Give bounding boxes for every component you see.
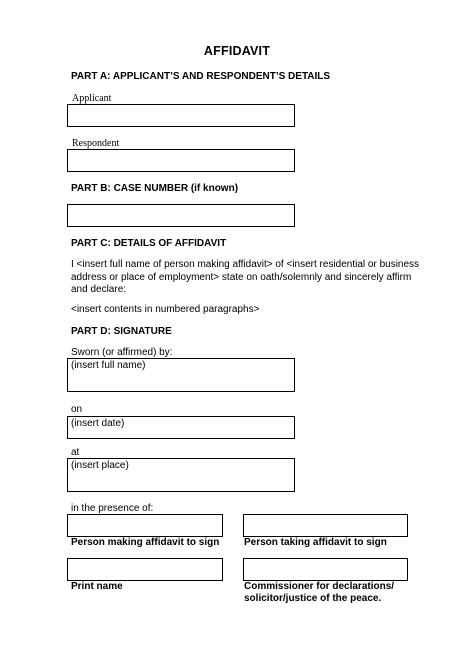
respondent-field[interactable] <box>67 149 295 172</box>
commissioner-field[interactable] <box>243 558 408 581</box>
print-name-field[interactable] <box>67 558 223 581</box>
commissioner-label-line1: Commissioner for declarations/ <box>244 581 395 592</box>
place-placeholder: (insert place) <box>71 460 129 471</box>
case-number-field[interactable] <box>67 204 295 227</box>
on-label: on <box>71 404 83 415</box>
part-a-heading: PART A: APPLICANT’S AND RESPONDENT’S DETAILS <box>71 71 331 82</box>
applicant-field[interactable] <box>67 104 295 127</box>
affidavit-statement: I <insert full name of person making affidavit> of <insert residential or business address or place of employment> state on oath/solemnly and sincerely affirm and declare: <box>71 259 420 295</box>
document-title: AFFIDAVIT <box>203 44 271 58</box>
applicant-label: Applicant <box>72 93 112 104</box>
part-d-heading: PART D: SIGNATURE <box>71 326 172 337</box>
respondent-label: Respondent <box>72 138 120 149</box>
place-field[interactable] <box>67 458 295 492</box>
sworn-by-label: Sworn (or affirmed) by: <box>71 347 173 358</box>
part-c-heading: PART C: DETAILS OF AFFIDAVIT <box>71 238 227 249</box>
person-making-label: Person making affidavit to sign <box>71 537 220 548</box>
part-b-heading: PART B: CASE NUMBER (if known) <box>71 183 239 194</box>
commissioner-label-line2: solicitor/justice of the peace. <box>244 593 382 604</box>
presence-label: in the presence of: <box>71 503 154 514</box>
date-placeholder: (insert date) <box>71 418 125 429</box>
print-name-label: Print name <box>71 581 123 592</box>
full-name-placeholder: (insert full name) <box>71 360 146 371</box>
full-name-field[interactable] <box>67 358 295 392</box>
date-field[interactable] <box>67 416 295 439</box>
at-label: at <box>71 447 80 458</box>
contents-hint: <insert contents in numbered paragraphs> <box>71 304 260 315</box>
person-making-signature-field[interactable] <box>67 514 223 537</box>
person-taking-signature-field[interactable] <box>243 514 408 537</box>
person-taking-label: Person taking affidavit to sign <box>244 537 387 548</box>
